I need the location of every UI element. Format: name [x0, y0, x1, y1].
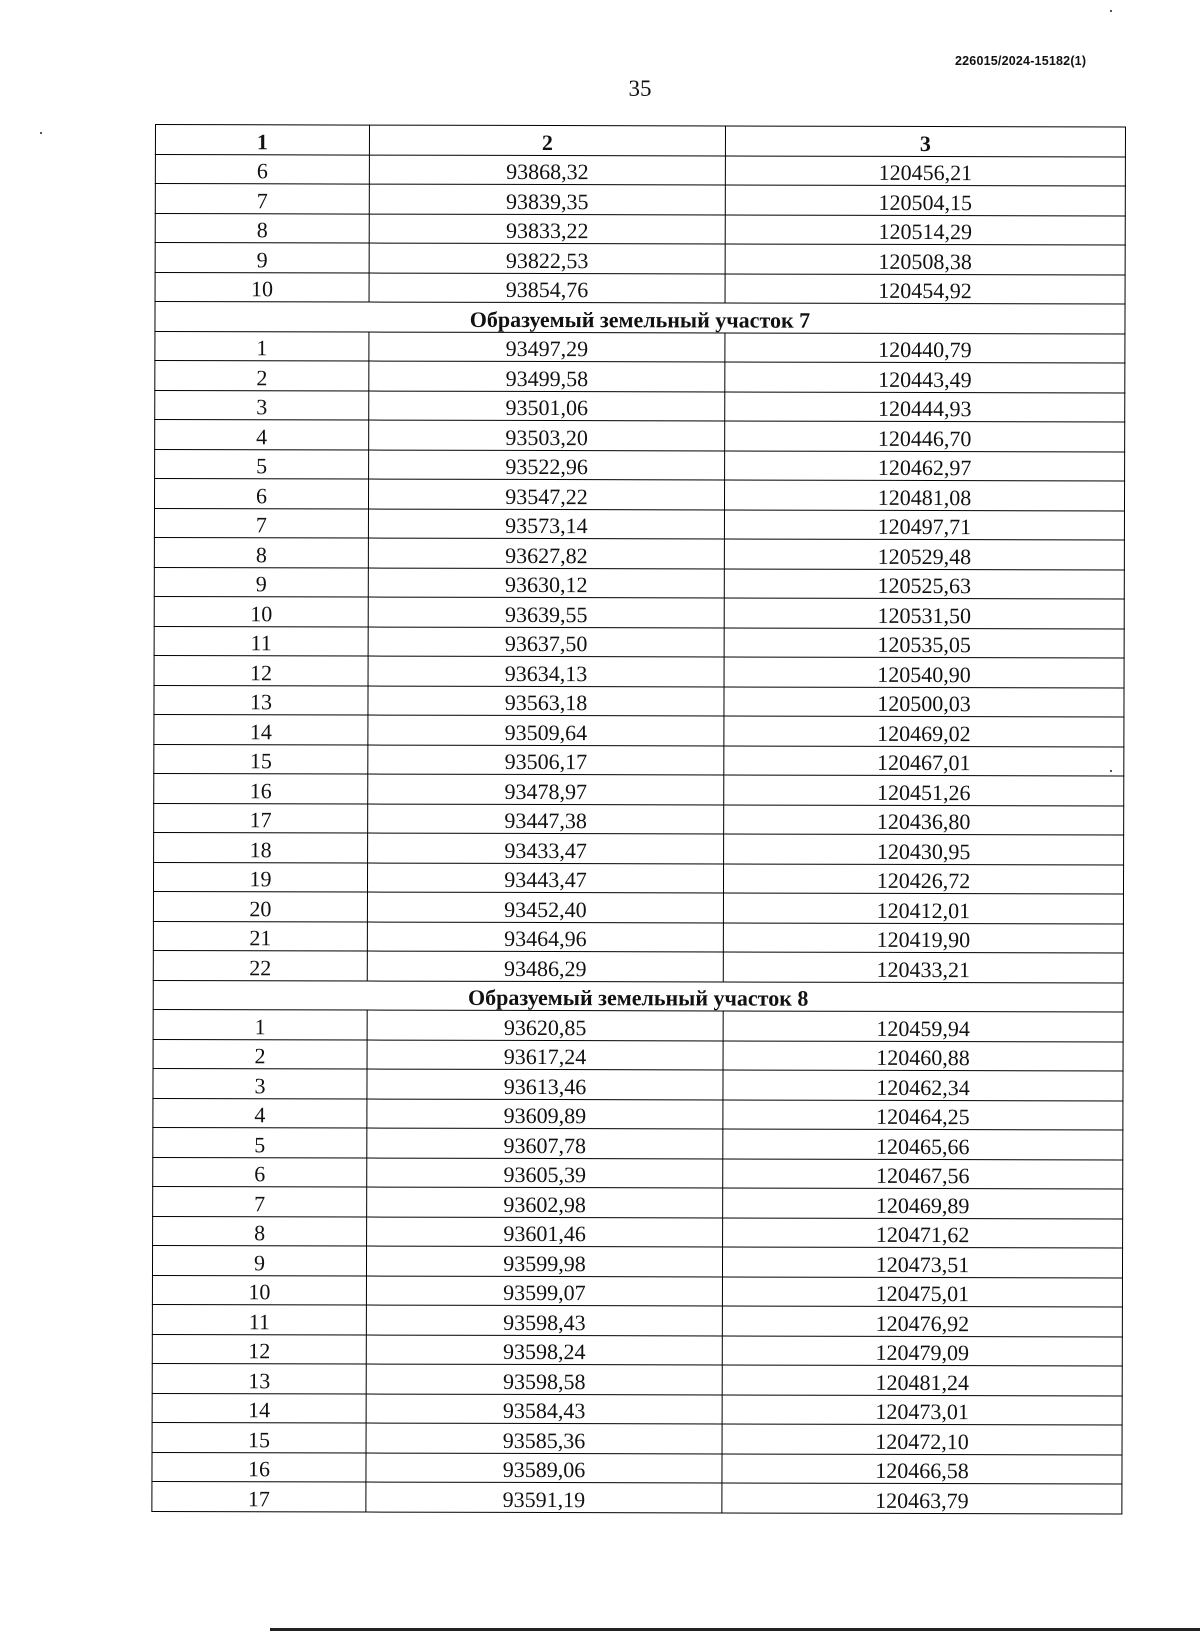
y-coordinate-cell: 120479,09 — [722, 1335, 1122, 1366]
column-header: 3 — [725, 126, 1125, 157]
x-coordinate-cell: 93605,39 — [367, 1158, 723, 1188]
y-coordinate-cell: 120465,66 — [723, 1129, 1123, 1160]
point-number-cell: 11 — [152, 1304, 366, 1334]
table-row — [154, 655, 1124, 687]
table-row — [155, 272, 1125, 304]
point-number-cell: 7 — [155, 184, 369, 214]
scan-speck — [1110, 10, 1112, 12]
table-row — [152, 1422, 1122, 1454]
table-row — [155, 449, 1125, 481]
table-row — [155, 420, 1125, 452]
x-coordinate-cell: 93598,24 — [366, 1335, 722, 1365]
x-coordinate-cell: 93601,46 — [367, 1217, 723, 1247]
table-row — [154, 685, 1124, 717]
y-coordinate-cell: 120426,72 — [723, 863, 1123, 894]
table-row — [153, 1098, 1123, 1130]
point-number-cell: 9 — [152, 1245, 366, 1275]
x-coordinate-cell: 93503,20 — [369, 420, 725, 450]
y-coordinate-cell: 120471,62 — [723, 1217, 1123, 1248]
y-coordinate-cell: 120430,95 — [724, 834, 1124, 865]
y-coordinate-cell: 120456,21 — [725, 155, 1125, 186]
table-row — [155, 390, 1125, 422]
table-row — [154, 803, 1124, 835]
column-header: 1 — [155, 125, 369, 155]
y-coordinate-cell: 120462,34 — [723, 1070, 1123, 1101]
table-row — [153, 1127, 1123, 1159]
table-row — [153, 1216, 1123, 1248]
point-number-cell: 11 — [154, 626, 368, 656]
x-coordinate-cell: 93433,47 — [368, 833, 724, 863]
x-coordinate-cell: 93509,64 — [368, 715, 724, 745]
table-row — [155, 331, 1125, 363]
y-coordinate-cell: 120473,51 — [722, 1247, 1122, 1278]
point-number-cell: 3 — [155, 390, 369, 420]
y-coordinate-cell: 120481,24 — [722, 1365, 1122, 1396]
point-number-cell: 21 — [153, 921, 367, 951]
point-number-cell: 8 — [154, 537, 368, 567]
x-coordinate-cell: 93497,29 — [369, 332, 725, 362]
y-coordinate-cell: 120469,89 — [723, 1188, 1123, 1219]
x-coordinate-cell: 93599,98 — [366, 1246, 722, 1276]
point-number-cell: 20 — [153, 891, 367, 921]
point-number-cell: 2 — [155, 361, 369, 391]
table-row — [153, 950, 1123, 982]
point-number-cell: 5 — [153, 1127, 367, 1157]
y-coordinate-cell: 120475,01 — [722, 1276, 1122, 1307]
x-coordinate-cell: 93822,53 — [369, 243, 725, 273]
x-coordinate-cell: 93613,46 — [367, 1069, 723, 1099]
point-number-cell: 13 — [152, 1363, 366, 1393]
scan-edge-line — [270, 1628, 1200, 1631]
x-coordinate-cell: 93617,24 — [367, 1040, 723, 1070]
table-row — [154, 567, 1124, 599]
x-coordinate-cell: 93607,78 — [367, 1128, 723, 1158]
y-coordinate-cell: 120500,03 — [724, 686, 1124, 717]
x-coordinate-cell: 93599,07 — [366, 1276, 722, 1306]
y-coordinate-cell: 120469,02 — [724, 716, 1124, 747]
x-coordinate-cell: 93506,17 — [368, 745, 724, 775]
x-coordinate-cell: 93585,36 — [366, 1423, 722, 1453]
x-coordinate-cell: 93563,18 — [368, 686, 724, 716]
point-number-cell: 15 — [154, 744, 368, 774]
y-coordinate-cell: 120454,92 — [725, 273, 1125, 304]
y-coordinate-cell: 120529,48 — [724, 539, 1124, 570]
point-number-cell: 10 — [155, 272, 369, 302]
point-number-cell: 16 — [154, 773, 368, 803]
x-coordinate-cell: 93609,89 — [367, 1099, 723, 1129]
table-row — [152, 1452, 1122, 1484]
point-number-cell: 17 — [154, 803, 368, 833]
y-coordinate-cell: 120540,90 — [724, 657, 1124, 688]
point-number-cell: 22 — [153, 950, 367, 980]
table-row — [153, 1009, 1123, 1041]
page-number: 35 — [628, 76, 652, 101]
y-coordinate-cell: 120535,05 — [724, 627, 1124, 658]
point-number-cell: 18 — [154, 832, 368, 862]
x-coordinate-cell: 93627,82 — [368, 538, 724, 568]
point-number-cell: 7 — [153, 1186, 367, 1216]
document-id: 226015/2024-15182(1) — [955, 54, 1087, 68]
point-number-cell: 6 — [154, 479, 368, 509]
x-coordinate-cell: 93547,22 — [368, 479, 724, 509]
y-coordinate-cell: 120467,01 — [724, 745, 1124, 776]
table-row — [152, 1393, 1122, 1425]
y-coordinate-cell: 120433,21 — [723, 952, 1123, 983]
table-row — [153, 1157, 1123, 1189]
y-coordinate-cell: 120497,71 — [724, 509, 1124, 540]
point-number-cell: 6 — [155, 154, 369, 184]
point-number-cell: 3 — [153, 1068, 367, 1098]
y-coordinate-cell: 120459,94 — [723, 1011, 1123, 1042]
y-coordinate-cell: 120473,01 — [722, 1394, 1122, 1425]
column-header: 2 — [369, 125, 725, 155]
x-coordinate-cell: 93833,22 — [369, 214, 725, 244]
point-number-cell: 14 — [154, 714, 368, 744]
table-row — [152, 1481, 1122, 1513]
y-coordinate-cell: 120462,97 — [725, 450, 1125, 481]
point-number-cell: 2 — [153, 1039, 367, 1069]
section-title-row — [155, 302, 1125, 334]
x-coordinate-cell: 93522,96 — [369, 450, 725, 480]
y-coordinate-cell: 120476,92 — [722, 1306, 1122, 1337]
y-coordinate-cell: 120460,88 — [723, 1040, 1123, 1071]
point-number-cell: 1 — [155, 331, 369, 361]
table-row — [154, 508, 1124, 540]
point-number-cell: 9 — [154, 567, 368, 597]
y-coordinate-cell: 120525,63 — [724, 568, 1124, 599]
x-coordinate-cell: 93591,19 — [366, 1482, 722, 1512]
x-coordinate-cell: 93598,43 — [366, 1305, 722, 1335]
x-coordinate-cell: 93868,32 — [369, 155, 725, 185]
x-coordinate-cell: 93584,43 — [366, 1394, 722, 1424]
x-coordinate-cell: 93630,12 — [368, 568, 724, 598]
table-row — [153, 862, 1123, 894]
table-row — [154, 744, 1124, 776]
table-row — [152, 1275, 1122, 1307]
point-number-cell: 15 — [152, 1422, 366, 1452]
y-coordinate-cell: 120412,01 — [723, 893, 1123, 924]
x-coordinate-cell: 93464,96 — [367, 922, 723, 952]
y-coordinate-cell: 120481,08 — [724, 480, 1124, 511]
y-coordinate-cell: 120436,80 — [724, 804, 1124, 835]
table-row — [153, 891, 1123, 923]
table-row — [153, 921, 1123, 953]
y-coordinate-cell: 120443,49 — [725, 362, 1125, 393]
table-row — [155, 154, 1125, 186]
x-coordinate-cell: 93839,35 — [369, 184, 725, 214]
table-row — [152, 1363, 1122, 1395]
y-coordinate-cell: 120446,70 — [725, 421, 1125, 452]
table-row — [153, 1039, 1123, 1071]
point-number-cell: 4 — [153, 1098, 367, 1128]
point-number-cell: 13 — [154, 685, 368, 715]
scan-speck — [40, 132, 42, 134]
table-row — [154, 714, 1124, 746]
table-row — [153, 1186, 1123, 1218]
section-title: Образуемый земельный участок 8 — [153, 980, 1123, 1012]
table-header-row — [155, 125, 1125, 157]
y-coordinate-cell: 120508,38 — [725, 244, 1125, 275]
point-number-cell: 7 — [154, 508, 368, 538]
x-coordinate-cell: 93573,14 — [368, 509, 724, 539]
point-number-cell: 8 — [153, 1216, 367, 1246]
x-coordinate-cell: 93447,38 — [368, 804, 724, 834]
table-row — [155, 184, 1125, 216]
coordinates-table — [151, 124, 1126, 1514]
table-row — [155, 361, 1125, 393]
section-title: Образуемый земельный участок 7 — [155, 302, 1125, 334]
y-coordinate-cell: 120419,90 — [723, 922, 1123, 953]
y-coordinate-cell: 120444,93 — [725, 391, 1125, 422]
table-row — [153, 1068, 1123, 1100]
y-coordinate-cell: 120451,26 — [724, 775, 1124, 806]
table-row — [152, 1334, 1122, 1366]
y-coordinate-cell: 120466,58 — [722, 1453, 1122, 1484]
point-number-cell: 1 — [153, 1009, 367, 1039]
x-coordinate-cell: 93620,85 — [367, 1010, 723, 1040]
point-number-cell: 6 — [153, 1157, 367, 1187]
point-number-cell: 14 — [152, 1393, 366, 1423]
x-coordinate-cell: 93478,97 — [368, 774, 724, 804]
x-coordinate-cell: 93499,58 — [369, 361, 725, 391]
x-coordinate-cell: 93854,76 — [369, 273, 725, 303]
section-title-row — [153, 980, 1123, 1012]
x-coordinate-cell: 93501,06 — [369, 391, 725, 421]
table-row — [152, 1304, 1122, 1336]
point-number-cell: 17 — [152, 1481, 366, 1511]
y-coordinate-cell: 120531,50 — [724, 598, 1124, 629]
x-coordinate-cell: 93634,13 — [368, 656, 724, 686]
point-number-cell: 19 — [153, 862, 367, 892]
y-coordinate-cell: 120472,10 — [722, 1424, 1122, 1455]
table-row — [152, 1245, 1122, 1277]
point-number-cell: 10 — [154, 596, 368, 626]
table-row — [154, 596, 1124, 628]
table-row — [154, 832, 1124, 864]
table-row — [155, 243, 1125, 275]
x-coordinate-cell: 93598,58 — [366, 1364, 722, 1394]
point-number-cell: 12 — [152, 1334, 366, 1364]
y-coordinate-cell: 120504,15 — [725, 185, 1125, 216]
table-row — [155, 213, 1125, 245]
x-coordinate-cell: 93486,29 — [367, 951, 723, 981]
y-coordinate-cell: 120514,29 — [725, 214, 1125, 245]
point-number-cell: 9 — [155, 243, 369, 273]
table-row — [154, 773, 1124, 805]
table-row — [154, 537, 1124, 569]
x-coordinate-cell: 93443,47 — [367, 863, 723, 893]
point-number-cell: 10 — [152, 1275, 366, 1305]
point-number-cell: 16 — [152, 1452, 366, 1482]
y-coordinate-cell: 120464,25 — [723, 1099, 1123, 1130]
y-coordinate-cell: 120463,79 — [722, 1483, 1122, 1514]
table-row — [154, 626, 1124, 658]
x-coordinate-cell: 93602,98 — [367, 1187, 723, 1217]
x-coordinate-cell: 93589,06 — [366, 1453, 722, 1483]
y-coordinate-cell: 120440,79 — [725, 332, 1125, 363]
y-coordinate-cell: 120467,56 — [723, 1158, 1123, 1189]
point-number-cell: 12 — [154, 655, 368, 685]
x-coordinate-cell: 93637,50 — [368, 627, 724, 657]
table-row — [154, 479, 1124, 511]
point-number-cell: 4 — [155, 420, 369, 450]
point-number-cell: 5 — [155, 449, 369, 479]
x-coordinate-cell: 93639,55 — [368, 597, 724, 627]
point-number-cell: 8 — [155, 213, 369, 243]
x-coordinate-cell: 93452,40 — [367, 892, 723, 922]
